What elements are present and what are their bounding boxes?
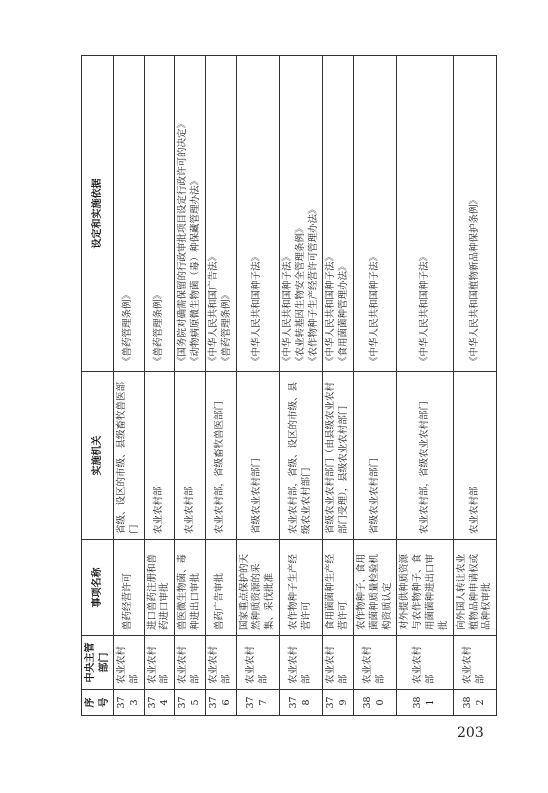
basis-line: 《农业转基因生物安全管理条例》 <box>294 223 306 366</box>
basis-line: 《国务院对确需保留的行政审批项目设定行政许可的决定》 <box>177 118 189 366</box>
table-row <box>144 56 175 716</box>
row-number-cell: 380 <box>354 690 397 716</box>
header-basis: 设定和实施依据 <box>82 56 114 372</box>
basis-cell <box>205 56 236 372</box>
basis-line: 《动物病原微生物菌（毒）种保藏管理办法》 <box>190 175 202 366</box>
basis-cell <box>453 56 496 372</box>
table-row <box>175 56 206 716</box>
table-row <box>236 56 279 716</box>
row-number-cell: 376 <box>205 690 236 716</box>
department-cell: 农业农村部 <box>323 636 354 690</box>
item-name-cell: 对外提供种质资源与农作物种子、食用菌菌种进出口审批 <box>397 540 453 636</box>
header-agency: 实施机关 <box>82 372 114 540</box>
department-cell: 农业农村部 <box>397 636 453 690</box>
agency-cell: 省级农业农村部门 <box>236 372 279 540</box>
basis-line: 《中华人民共和国植物新品种保护条例》 <box>468 194 480 366</box>
item-name-cell: 兽药广告审批 <box>205 540 236 636</box>
item-name-cell: 农作物种子、食用菌菌种质量检验机构资质认定 <box>354 540 397 636</box>
item-name-cell: 兽药经营许可 <box>114 540 145 636</box>
agency-cell: 省级农业农村部门 <box>354 372 397 540</box>
department-cell: 农业农村部 <box>114 636 145 690</box>
basis-line: 《兽药管理条例》 <box>122 289 134 366</box>
table-row <box>453 56 496 716</box>
agency-cell: 农业农村部，省级农业农村部门 <box>397 372 453 540</box>
agency-cell: 省级农业农村部门（由县级农业农村部门受理），县级农业农村部门 <box>323 372 354 540</box>
basis-line: 《中华人民共和国种子法》 <box>418 251 430 366</box>
basis-cell <box>175 56 206 372</box>
basis-line: 《中华人民共和国种子法》 <box>251 251 263 366</box>
page-number: 203 <box>457 725 484 741</box>
row-number-cell: 373 <box>114 690 145 716</box>
department-cell: 农业农村部 <box>453 636 496 690</box>
basis-cell <box>236 56 279 372</box>
table-row <box>397 56 453 716</box>
department-cell: 农业农村部 <box>144 636 175 690</box>
agency-cell: 农业农村部 <box>144 372 175 540</box>
table-header-row <box>82 56 114 716</box>
header-dept: 中央主管部门 <box>82 636 114 690</box>
header-seq: 序号 <box>82 690 114 716</box>
basis-cell <box>114 56 145 372</box>
agency-cell: 农业农村部，省级畜牧兽医部门 <box>205 372 236 540</box>
basis-line: 《食用菌菌种管理办法》 <box>338 261 350 366</box>
basis-cell <box>397 56 453 372</box>
admin-approval-table <box>81 55 497 716</box>
agency-cell: 省级、设区的市级、县级畜牧兽医部门 <box>114 372 145 540</box>
department-cell: 农业农村部 <box>354 636 397 690</box>
header-item: 事项名称 <box>82 540 114 636</box>
basis-cell <box>354 56 397 372</box>
row-number-cell: 379 <box>323 690 354 716</box>
item-name-cell: 食用菌菌种生产经营许可 <box>323 540 354 636</box>
item-name-cell: 进口兽药注册和兽药进口审批 <box>144 540 175 636</box>
agency-cell: 农业农村部，省级、设区的市级、县级农业农村部门 <box>279 372 322 540</box>
basis-cell <box>323 56 354 372</box>
row-number-cell: 374 <box>144 690 175 716</box>
agency-cell: 农业农村部 <box>453 372 496 540</box>
row-number-cell: 377 <box>236 690 279 716</box>
department-cell: 农业农村部 <box>205 636 236 690</box>
basis-line: 《中华人民共和国种子法》 <box>368 251 380 366</box>
item-name-cell: 向外国人转让农业植物品种申请权或品种权审批 <box>453 540 496 636</box>
item-name-cell: 农作物种子生产经营许可 <box>279 540 322 636</box>
department-cell: 农业农村部 <box>236 636 279 690</box>
row-number-cell: 382 <box>453 690 496 716</box>
table-row <box>114 56 145 716</box>
table-row <box>323 56 354 716</box>
department-cell: 农业农村部 <box>279 636 322 690</box>
item-name-cell: 兽医微生物菌、毒种进出口审批 <box>175 540 206 636</box>
basis-line: 《中华人民共和国种子法》 <box>325 251 337 366</box>
basis-line: 《中华人民共和国种子法》 <box>281 251 293 366</box>
table-row <box>205 56 236 716</box>
row-number-cell: 378 <box>279 690 322 716</box>
rotated-table-container <box>81 56 493 716</box>
item-name-cell: 国家重点保护的天然种质资源的采集、采伐批准 <box>236 540 279 636</box>
table-row <box>279 56 322 716</box>
row-number-cell: 375 <box>175 690 206 716</box>
basis-line: 《兽药管理条例》 <box>220 289 232 366</box>
basis-cell <box>279 56 322 372</box>
agency-cell: 农业农村部 <box>175 372 206 540</box>
basis-cell <box>144 56 175 372</box>
basis-line: 《兽药管理条例》 <box>153 289 165 366</box>
basis-line: 《中华人民共和国广告法》 <box>207 251 219 366</box>
department-cell: 农业农村部 <box>175 636 206 690</box>
row-number-cell: 381 <box>397 690 453 716</box>
table-row <box>354 56 397 716</box>
basis-line: 《农作物种子生产经营许可管理办法》 <box>307 204 319 366</box>
